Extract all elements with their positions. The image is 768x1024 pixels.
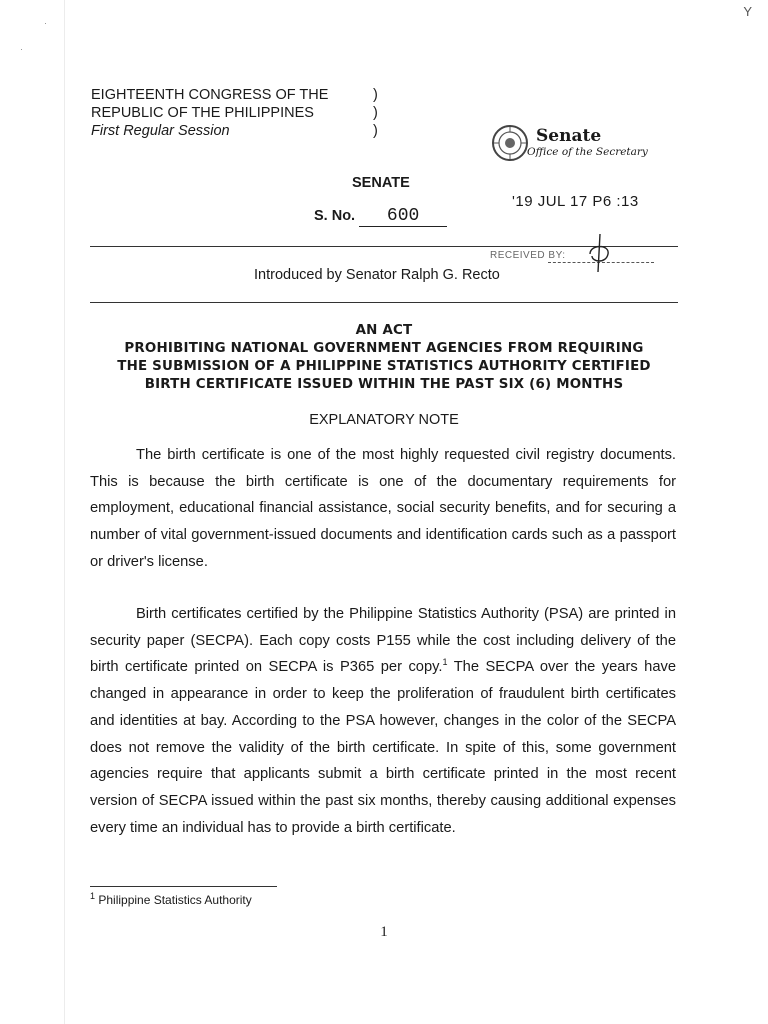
divider-bottom (90, 302, 678, 303)
footnote-reference: 1 (442, 657, 448, 668)
page-number: 1 (380, 924, 388, 940)
congress-header: EIGHTEENTH CONGRESS OF THE ) REPUBLIC OF THE PHILIPPINES ) First Regular Session ) (91, 87, 378, 139)
act-title (90, 322, 678, 394)
act-title-line: PROHIBITING NATIONAL GOVERNMENT AGENCIES FROM REQUIRING (124, 341, 644, 356)
scan-edge-shadow (64, 0, 65, 1024)
header-line-session: First Regular Session (91, 123, 230, 139)
senate-label: SENATE (352, 175, 410, 191)
scan-speck: · (44, 18, 47, 28)
header-line-republic: REPUBLIC OF THE PHILIPPINES (91, 105, 314, 121)
scan-speck: · (20, 44, 23, 54)
introduced-by: Introduced by Senator Ralph G. Recto (254, 267, 500, 283)
paragraph-1-text: The birth certificate is one of the most highly requested civil registry documents. This is because the birth certificate is one of the documentary requirements for employment, educational financial assistance, social security benefits, and for securing a number of vital government-issued documents and identification cards such as a passport or driver's license. (90, 447, 676, 570)
paragraph-2-text-a: Birth certificates certified by the Philippine Statistics Authority (PSA) are printed in security paper (SECPA). Each copy costs P155 while the cost including delivery of the birth certificate printed on SECPA is P365 per copy. (90, 606, 676, 676)
act-title-line: THE SUBMISSION OF A PHILIPPINE STATISTICS AUTHORITY CERTIFIED (117, 359, 651, 374)
seal-subtitle: Office of the Secretary (527, 146, 648, 158)
explanatory-note-heading: EXPLANATORY NOTE (309, 412, 459, 428)
paragraph-2 (90, 601, 676, 841)
bill-number-value: 600 (359, 206, 447, 227)
footnote-number: 1 (90, 891, 96, 901)
act-heading: AN ACT (355, 323, 413, 338)
paragraph-2-text-b: The SECPA over the years have changed in appearance in order to keep the proliferation of fraudulent birth certificates and identities at bay. According to the PSA however, changes in the color of the SECPA does not remove the validity of the birth certificate. In spite of this, some government agencies require that applicants submit a birth certificate printed in the most recent version of SECPA issued within the past six months, thereby causing additional expenses every time an individual has to provide a birth certificate. (90, 659, 677, 836)
received-by-label: RECEIVED BY: (490, 250, 566, 261)
header-line-congress: EIGHTEENTH CONGRESS OF THE (91, 87, 329, 103)
received-date-stamp: '19 JUL 17 P6 :13 (512, 193, 639, 210)
seal-title: Senate (536, 126, 602, 146)
corner-handwritten-mark: Y (743, 4, 752, 19)
paragraph-1 (90, 442, 676, 576)
footnote-text: Philippine Statistics Authority (95, 893, 252, 907)
bill-number (314, 206, 447, 227)
bill-number-label: S. No. (314, 208, 356, 224)
act-title-line: BIRTH CERTIFICATE ISSUED WITHIN THE PAST SIX (6) MONTHS (144, 377, 624, 392)
footnote (90, 893, 252, 907)
footnote-divider (90, 886, 277, 887)
senate-seal-icon (491, 124, 529, 167)
signature-icon (584, 232, 614, 276)
